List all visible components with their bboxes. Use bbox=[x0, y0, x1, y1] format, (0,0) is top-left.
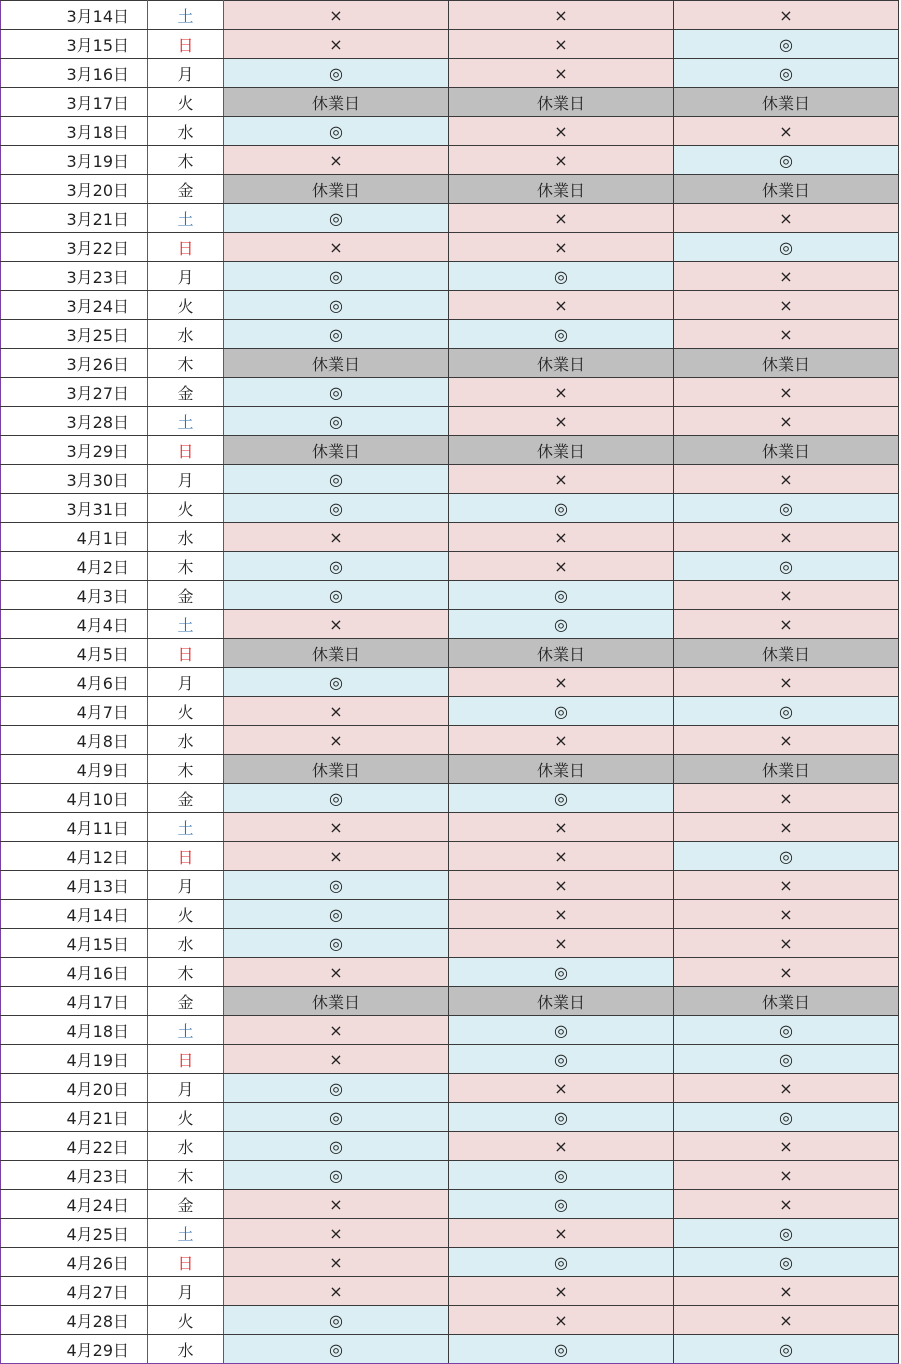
status-cell: ◎ bbox=[224, 465, 449, 494]
status-cell: ◎ bbox=[449, 1016, 674, 1045]
status-cell: × bbox=[674, 581, 899, 610]
status-cell: × bbox=[224, 523, 449, 552]
status-cell: ◎ bbox=[674, 1219, 899, 1248]
table-row bbox=[1, 30, 899, 59]
weekday-cell: 木 bbox=[148, 552, 224, 581]
weekday-cell: 火 bbox=[148, 1103, 224, 1132]
status-cell: × bbox=[674, 378, 899, 407]
status-cell: ◎ bbox=[449, 320, 674, 349]
status-cell: × bbox=[449, 1306, 674, 1335]
status-cell: ◎ bbox=[674, 1335, 899, 1364]
status-cell: × bbox=[674, 958, 899, 987]
table-row bbox=[1, 175, 899, 204]
weekday-cell: 月 bbox=[148, 871, 224, 900]
status-cell: ◎ bbox=[224, 871, 449, 900]
status-cell: ◎ bbox=[224, 407, 449, 436]
table-row bbox=[1, 581, 899, 610]
status-cell: ◎ bbox=[674, 59, 899, 88]
date-cell: 4月16日 bbox=[1, 958, 148, 987]
table-row bbox=[1, 1045, 899, 1074]
weekday-cell: 日 bbox=[148, 639, 224, 668]
status-cell: × bbox=[674, 465, 899, 494]
date-cell: 4月17日 bbox=[1, 987, 148, 1016]
date-cell: 3月20日 bbox=[1, 175, 148, 204]
table-row bbox=[1, 378, 899, 407]
status-cell: × bbox=[449, 407, 674, 436]
status-cell: × bbox=[674, 291, 899, 320]
date-cell: 4月3日 bbox=[1, 581, 148, 610]
status-cell: × bbox=[224, 842, 449, 871]
status-cell: ◎ bbox=[224, 59, 449, 88]
status-cell: × bbox=[224, 726, 449, 755]
weekday-cell: 木 bbox=[148, 349, 224, 378]
date-cell: 4月13日 bbox=[1, 871, 148, 900]
date-cell: 3月28日 bbox=[1, 407, 148, 436]
weekday-cell: 金 bbox=[148, 1190, 224, 1219]
status-cell: × bbox=[674, 1074, 899, 1103]
status-cell: ◎ bbox=[674, 494, 899, 523]
status-cell: 休業日 bbox=[674, 755, 899, 784]
schedule-body bbox=[1, 1, 899, 1364]
date-cell: 3月15日 bbox=[1, 30, 148, 59]
status-cell: × bbox=[449, 668, 674, 697]
status-cell: ◎ bbox=[224, 900, 449, 929]
status-cell: 休業日 bbox=[224, 436, 449, 465]
status-cell: 休業日 bbox=[449, 88, 674, 117]
status-cell: 休業日 bbox=[674, 175, 899, 204]
status-cell: ◎ bbox=[674, 1248, 899, 1277]
date-cell: 4月19日 bbox=[1, 1045, 148, 1074]
status-cell: × bbox=[449, 929, 674, 958]
weekday-cell: 月 bbox=[148, 1277, 224, 1306]
weekday-cell: 水 bbox=[148, 523, 224, 552]
weekday-cell: 金 bbox=[148, 378, 224, 407]
status-cell: ◎ bbox=[224, 784, 449, 813]
date-cell: 3月25日 bbox=[1, 320, 148, 349]
status-cell: ◎ bbox=[224, 581, 449, 610]
status-cell: × bbox=[449, 30, 674, 59]
status-cell: ◎ bbox=[674, 1016, 899, 1045]
status-cell: 休業日 bbox=[449, 175, 674, 204]
weekday-cell: 火 bbox=[148, 1306, 224, 1335]
weekday-cell: 日 bbox=[148, 1248, 224, 1277]
date-cell: 3月17日 bbox=[1, 88, 148, 117]
table-row bbox=[1, 233, 899, 262]
status-cell: ◎ bbox=[674, 552, 899, 581]
table-row bbox=[1, 117, 899, 146]
date-cell: 3月14日 bbox=[1, 1, 148, 30]
table-row bbox=[1, 494, 899, 523]
status-cell: × bbox=[449, 146, 674, 175]
status-cell: × bbox=[224, 1277, 449, 1306]
table-row bbox=[1, 929, 899, 958]
status-cell: × bbox=[449, 1074, 674, 1103]
status-cell: × bbox=[224, 1, 449, 30]
table-row bbox=[1, 204, 899, 233]
date-cell: 3月18日 bbox=[1, 117, 148, 146]
table-row bbox=[1, 726, 899, 755]
status-cell: ◎ bbox=[449, 1335, 674, 1364]
status-cell: × bbox=[224, 1248, 449, 1277]
status-cell: ◎ bbox=[224, 1161, 449, 1190]
status-cell: 休業日 bbox=[224, 987, 449, 1016]
status-cell: × bbox=[674, 1190, 899, 1219]
weekday-cell: 土 bbox=[148, 610, 224, 639]
weekday-cell: 金 bbox=[148, 581, 224, 610]
weekday-cell: 水 bbox=[148, 1335, 224, 1364]
status-cell: × bbox=[449, 552, 674, 581]
status-cell: 休業日 bbox=[224, 88, 449, 117]
status-cell: × bbox=[449, 1219, 674, 1248]
status-cell: ◎ bbox=[224, 494, 449, 523]
status-cell: × bbox=[449, 117, 674, 146]
date-cell: 3月30日 bbox=[1, 465, 148, 494]
status-cell: × bbox=[224, 610, 449, 639]
table-row bbox=[1, 1103, 899, 1132]
status-cell: × bbox=[449, 523, 674, 552]
date-cell: 4月6日 bbox=[1, 668, 148, 697]
table-row bbox=[1, 1016, 899, 1045]
status-cell: ◎ bbox=[224, 552, 449, 581]
status-cell: × bbox=[674, 1, 899, 30]
status-cell: ◎ bbox=[449, 494, 674, 523]
status-cell: 休業日 bbox=[449, 755, 674, 784]
status-cell: × bbox=[449, 813, 674, 842]
weekday-cell: 土 bbox=[148, 1016, 224, 1045]
table-row bbox=[1, 59, 899, 88]
date-cell: 3月26日 bbox=[1, 349, 148, 378]
date-cell: 4月18日 bbox=[1, 1016, 148, 1045]
status-cell: ◎ bbox=[449, 1103, 674, 1132]
status-cell: × bbox=[449, 1, 674, 30]
date-cell: 4月7日 bbox=[1, 697, 148, 726]
date-cell: 4月15日 bbox=[1, 929, 148, 958]
table-row bbox=[1, 1190, 899, 1219]
status-cell: ◎ bbox=[224, 378, 449, 407]
table-row bbox=[1, 1306, 899, 1335]
table-row bbox=[1, 436, 899, 465]
status-cell: × bbox=[224, 30, 449, 59]
table-row bbox=[1, 465, 899, 494]
status-cell: ◎ bbox=[224, 929, 449, 958]
weekday-cell: 月 bbox=[148, 465, 224, 494]
status-cell: × bbox=[674, 813, 899, 842]
table-row bbox=[1, 668, 899, 697]
table-row bbox=[1, 1335, 899, 1364]
weekday-cell: 土 bbox=[148, 204, 224, 233]
status-cell: ◎ bbox=[674, 842, 899, 871]
status-cell: × bbox=[449, 1277, 674, 1306]
table-row bbox=[1, 552, 899, 581]
weekday-cell: 月 bbox=[148, 262, 224, 291]
weekday-cell: 土 bbox=[148, 1219, 224, 1248]
status-cell: × bbox=[224, 697, 449, 726]
status-cell: ◎ bbox=[674, 1103, 899, 1132]
date-cell: 4月27日 bbox=[1, 1277, 148, 1306]
status-cell: × bbox=[224, 813, 449, 842]
status-cell: 休業日 bbox=[674, 987, 899, 1016]
status-cell: ◎ bbox=[449, 1045, 674, 1074]
table-row bbox=[1, 523, 899, 552]
table-row bbox=[1, 842, 899, 871]
weekday-cell: 土 bbox=[148, 407, 224, 436]
status-cell: ◎ bbox=[224, 1074, 449, 1103]
weekday-cell: 火 bbox=[148, 494, 224, 523]
status-cell: × bbox=[674, 726, 899, 755]
status-cell: × bbox=[449, 59, 674, 88]
table-row bbox=[1, 262, 899, 291]
status-cell: ◎ bbox=[449, 1248, 674, 1277]
status-cell: ◎ bbox=[224, 204, 449, 233]
weekday-cell: 木 bbox=[148, 958, 224, 987]
status-cell: 休業日 bbox=[674, 349, 899, 378]
status-cell: × bbox=[674, 204, 899, 233]
weekday-cell: 水 bbox=[148, 1132, 224, 1161]
date-cell: 4月4日 bbox=[1, 610, 148, 639]
status-cell: ◎ bbox=[224, 1132, 449, 1161]
status-cell: 休業日 bbox=[224, 349, 449, 378]
status-cell: ◎ bbox=[674, 1045, 899, 1074]
status-cell: × bbox=[674, 900, 899, 929]
status-cell: 休業日 bbox=[224, 639, 449, 668]
status-cell: 休業日 bbox=[449, 436, 674, 465]
status-cell: × bbox=[674, 117, 899, 146]
table-row bbox=[1, 1161, 899, 1190]
table-row bbox=[1, 639, 899, 668]
status-cell: 休業日 bbox=[674, 88, 899, 117]
status-cell: 休業日 bbox=[449, 349, 674, 378]
date-cell: 4月26日 bbox=[1, 1248, 148, 1277]
status-cell: × bbox=[674, 262, 899, 291]
weekday-cell: 日 bbox=[148, 842, 224, 871]
status-cell: × bbox=[449, 291, 674, 320]
weekday-cell: 月 bbox=[148, 668, 224, 697]
status-cell: × bbox=[449, 726, 674, 755]
table-row bbox=[1, 1074, 899, 1103]
date-cell: 3月24日 bbox=[1, 291, 148, 320]
weekday-cell: 木 bbox=[148, 146, 224, 175]
weekday-cell: 日 bbox=[148, 1045, 224, 1074]
table-row bbox=[1, 291, 899, 320]
status-cell: × bbox=[449, 842, 674, 871]
table-row bbox=[1, 88, 899, 117]
status-cell: ◎ bbox=[449, 262, 674, 291]
table-row bbox=[1, 697, 899, 726]
date-cell: 4月20日 bbox=[1, 1074, 148, 1103]
status-cell: × bbox=[674, 1161, 899, 1190]
weekday-cell: 木 bbox=[148, 755, 224, 784]
status-cell: × bbox=[674, 1277, 899, 1306]
weekday-cell: 火 bbox=[148, 900, 224, 929]
date-cell: 3月23日 bbox=[1, 262, 148, 291]
date-cell: 4月23日 bbox=[1, 1161, 148, 1190]
table-row bbox=[1, 871, 899, 900]
status-cell: × bbox=[224, 1190, 449, 1219]
table-row bbox=[1, 958, 899, 987]
weekday-cell: 火 bbox=[148, 697, 224, 726]
table-row bbox=[1, 987, 899, 1016]
status-cell: × bbox=[224, 146, 449, 175]
weekday-cell: 水 bbox=[148, 726, 224, 755]
status-cell: ◎ bbox=[674, 146, 899, 175]
weekday-cell: 日 bbox=[148, 436, 224, 465]
status-cell: × bbox=[674, 1132, 899, 1161]
status-cell: × bbox=[449, 1132, 674, 1161]
table-row bbox=[1, 784, 899, 813]
table-row bbox=[1, 900, 899, 929]
date-cell: 4月1日 bbox=[1, 523, 148, 552]
weekday-cell: 金 bbox=[148, 175, 224, 204]
status-cell: ◎ bbox=[449, 610, 674, 639]
weekday-cell: 水 bbox=[148, 117, 224, 146]
date-cell: 4月29日 bbox=[1, 1335, 148, 1364]
table-row bbox=[1, 1, 899, 30]
weekday-cell: 日 bbox=[148, 30, 224, 59]
weekday-cell: 金 bbox=[148, 987, 224, 1016]
date-cell: 4月8日 bbox=[1, 726, 148, 755]
status-cell: × bbox=[674, 784, 899, 813]
status-cell: × bbox=[674, 407, 899, 436]
date-cell: 3月16日 bbox=[1, 59, 148, 88]
status-cell: × bbox=[449, 378, 674, 407]
date-cell: 3月19日 bbox=[1, 146, 148, 175]
status-cell: 休業日 bbox=[224, 175, 449, 204]
weekday-cell: 水 bbox=[148, 929, 224, 958]
status-cell: ◎ bbox=[224, 262, 449, 291]
status-cell: 休業日 bbox=[224, 755, 449, 784]
weekday-cell: 木 bbox=[148, 1161, 224, 1190]
status-cell: 休業日 bbox=[449, 639, 674, 668]
table-row bbox=[1, 320, 899, 349]
date-cell: 4月12日 bbox=[1, 842, 148, 871]
status-cell: ◎ bbox=[449, 697, 674, 726]
status-cell: × bbox=[674, 523, 899, 552]
date-cell: 4月2日 bbox=[1, 552, 148, 581]
weekday-cell: 水 bbox=[148, 320, 224, 349]
status-cell: ◎ bbox=[449, 1190, 674, 1219]
status-cell: ◎ bbox=[224, 291, 449, 320]
status-cell: ◎ bbox=[674, 233, 899, 262]
table-row bbox=[1, 755, 899, 784]
date-cell: 4月11日 bbox=[1, 813, 148, 842]
date-cell: 3月31日 bbox=[1, 494, 148, 523]
weekday-cell: 金 bbox=[148, 784, 224, 813]
weekday-cell: 火 bbox=[148, 291, 224, 320]
status-cell: ◎ bbox=[449, 1161, 674, 1190]
status-cell: 休業日 bbox=[674, 436, 899, 465]
date-cell: 4月5日 bbox=[1, 639, 148, 668]
status-cell: × bbox=[674, 320, 899, 349]
status-cell: ◎ bbox=[224, 320, 449, 349]
status-cell: × bbox=[449, 900, 674, 929]
status-cell: × bbox=[224, 1016, 449, 1045]
status-cell: × bbox=[674, 1306, 899, 1335]
status-cell: ◎ bbox=[449, 784, 674, 813]
table-row bbox=[1, 813, 899, 842]
status-cell: × bbox=[224, 1045, 449, 1074]
status-cell: ◎ bbox=[224, 1335, 449, 1364]
date-cell: 3月22日 bbox=[1, 233, 148, 262]
status-cell: × bbox=[674, 610, 899, 639]
status-cell: × bbox=[224, 1219, 449, 1248]
weekday-cell: 日 bbox=[148, 233, 224, 262]
table-row bbox=[1, 1219, 899, 1248]
weekday-cell: 月 bbox=[148, 59, 224, 88]
status-cell: × bbox=[449, 204, 674, 233]
date-cell: 4月24日 bbox=[1, 1190, 148, 1219]
status-cell: ◎ bbox=[224, 117, 449, 146]
table-row bbox=[1, 610, 899, 639]
table-row bbox=[1, 1132, 899, 1161]
status-cell: × bbox=[449, 465, 674, 494]
status-cell: ◎ bbox=[449, 581, 674, 610]
status-cell: ◎ bbox=[224, 1103, 449, 1132]
weekday-cell: 土 bbox=[148, 813, 224, 842]
status-cell: 休業日 bbox=[449, 987, 674, 1016]
table-row bbox=[1, 1248, 899, 1277]
date-cell: 4月22日 bbox=[1, 1132, 148, 1161]
date-cell: 4月21日 bbox=[1, 1103, 148, 1132]
date-cell: 3月21日 bbox=[1, 204, 148, 233]
status-cell: ◎ bbox=[674, 30, 899, 59]
status-cell: ◎ bbox=[224, 1306, 449, 1335]
status-cell: ◎ bbox=[449, 958, 674, 987]
status-cell: × bbox=[674, 871, 899, 900]
status-cell: 休業日 bbox=[674, 639, 899, 668]
date-cell: 4月9日 bbox=[1, 755, 148, 784]
date-cell: 4月10日 bbox=[1, 784, 148, 813]
table-row bbox=[1, 407, 899, 436]
date-cell: 4月28日 bbox=[1, 1306, 148, 1335]
status-cell: × bbox=[449, 233, 674, 262]
status-cell: × bbox=[449, 871, 674, 900]
weekday-cell: 火 bbox=[148, 88, 224, 117]
status-cell: × bbox=[674, 668, 899, 697]
date-cell: 4月25日 bbox=[1, 1219, 148, 1248]
date-cell: 3月27日 bbox=[1, 378, 148, 407]
status-cell: × bbox=[674, 929, 899, 958]
date-cell: 4月14日 bbox=[1, 900, 148, 929]
status-cell: × bbox=[224, 233, 449, 262]
status-cell: ◎ bbox=[224, 668, 449, 697]
weekday-cell: 土 bbox=[148, 1, 224, 30]
weekday-cell: 月 bbox=[148, 1074, 224, 1103]
table-row bbox=[1, 349, 899, 378]
date-cell: 3月29日 bbox=[1, 436, 148, 465]
status-cell: × bbox=[224, 958, 449, 987]
table-row bbox=[1, 146, 899, 175]
table-row bbox=[1, 1277, 899, 1306]
status-cell: ◎ bbox=[674, 697, 899, 726]
